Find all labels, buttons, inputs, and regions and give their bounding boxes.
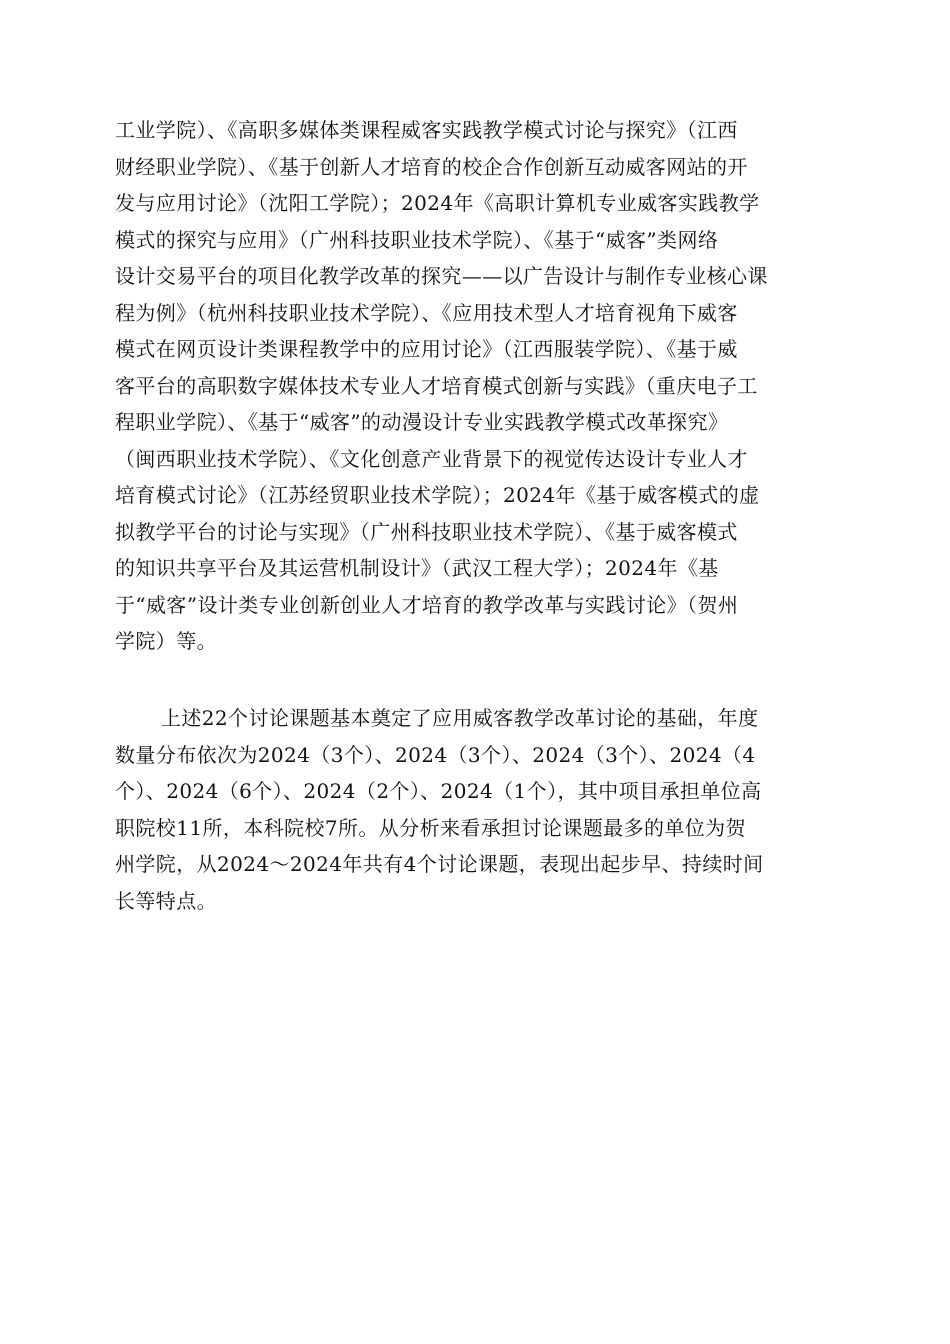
text-line: 的知识共享平台及其运营机制设计》（武汉工程大学）；2024年《基: [115, 556, 719, 580]
text-line: （闽西职业技术学院）、《文化创意产业背景下的视觉传达设计专业人才: [115, 446, 748, 471]
text-line: 工业学院）、《高职多媒体类课程威客实践教学模式讨论与探究》（江西: [115, 118, 738, 142]
text-line: 客平台的高职数字媒体技术专业人才培育模式创新与实践》（重庆电子工: [115, 373, 758, 398]
text-line: 发与应用讨论》（沈阳工学院）；2024年《高职计算机专业威客实践教学: [115, 191, 760, 215]
text-line: 州学院，从2024～2024年共有4个讨论课题，表现出起步早、持续时间: [115, 852, 764, 876]
text-line: 拟教学平台的讨论与实现》（广州科技职业技术学院）、《基于威客模式: [115, 519, 738, 544]
text-line: 个）、2024（6个）、2024（2个）、2024（1个），其中项目承担单位高: [115, 779, 762, 803]
text-line: 模式在网页设计类课程教学中的应用讨论》（江西服装学院）、《基于威: [115, 337, 738, 361]
text-line: 设计交易平台的项目化教学改革的探究——以广告设计与制作专业核心课: [115, 264, 768, 288]
text-line: 数量分布依次为2024（3个）、2024（3个）、2024（3个）、2024（4: [115, 742, 756, 767]
text-line: 程职业学院）、《基于“威客”的动漫设计专业实践教学模式改革探究》: [115, 410, 729, 434]
text-line: 长等特点。: [115, 888, 217, 913]
text-line: 培育模式讨论》（江苏经贸职业技术学院）；2024年《基于威客模式的虚: [115, 483, 760, 507]
text-line: 模式的探究与应用》（广州科技职业技术学院）、《基于“威客”类网络: [115, 227, 719, 252]
text-line: 财经职业学院）、《基于创新人才培育的校企合作创新互动威客网站的开: [115, 154, 748, 179]
text-line-indented: 上述22个讨论课题基本奠定了应用威客教学改革讨论的基础，年度: [161, 706, 759, 730]
paragraph-1: [115, 112, 837, 660]
text-line: 职院校11所，本科院校7所。从分析来看承担讨论课题最多的单位为贺: [115, 815, 746, 840]
paragraph-2: [115, 700, 837, 919]
text-line: 程为例》（杭州科技职业技术学院）、《应用技术型人才培育视角下威客: [115, 300, 738, 325]
text-line: 学院）等。: [115, 629, 217, 653]
text-line: 于“威客”设计类专业创新创业人才培育的教学改革与实践讨论》（贺州: [115, 592, 739, 617]
